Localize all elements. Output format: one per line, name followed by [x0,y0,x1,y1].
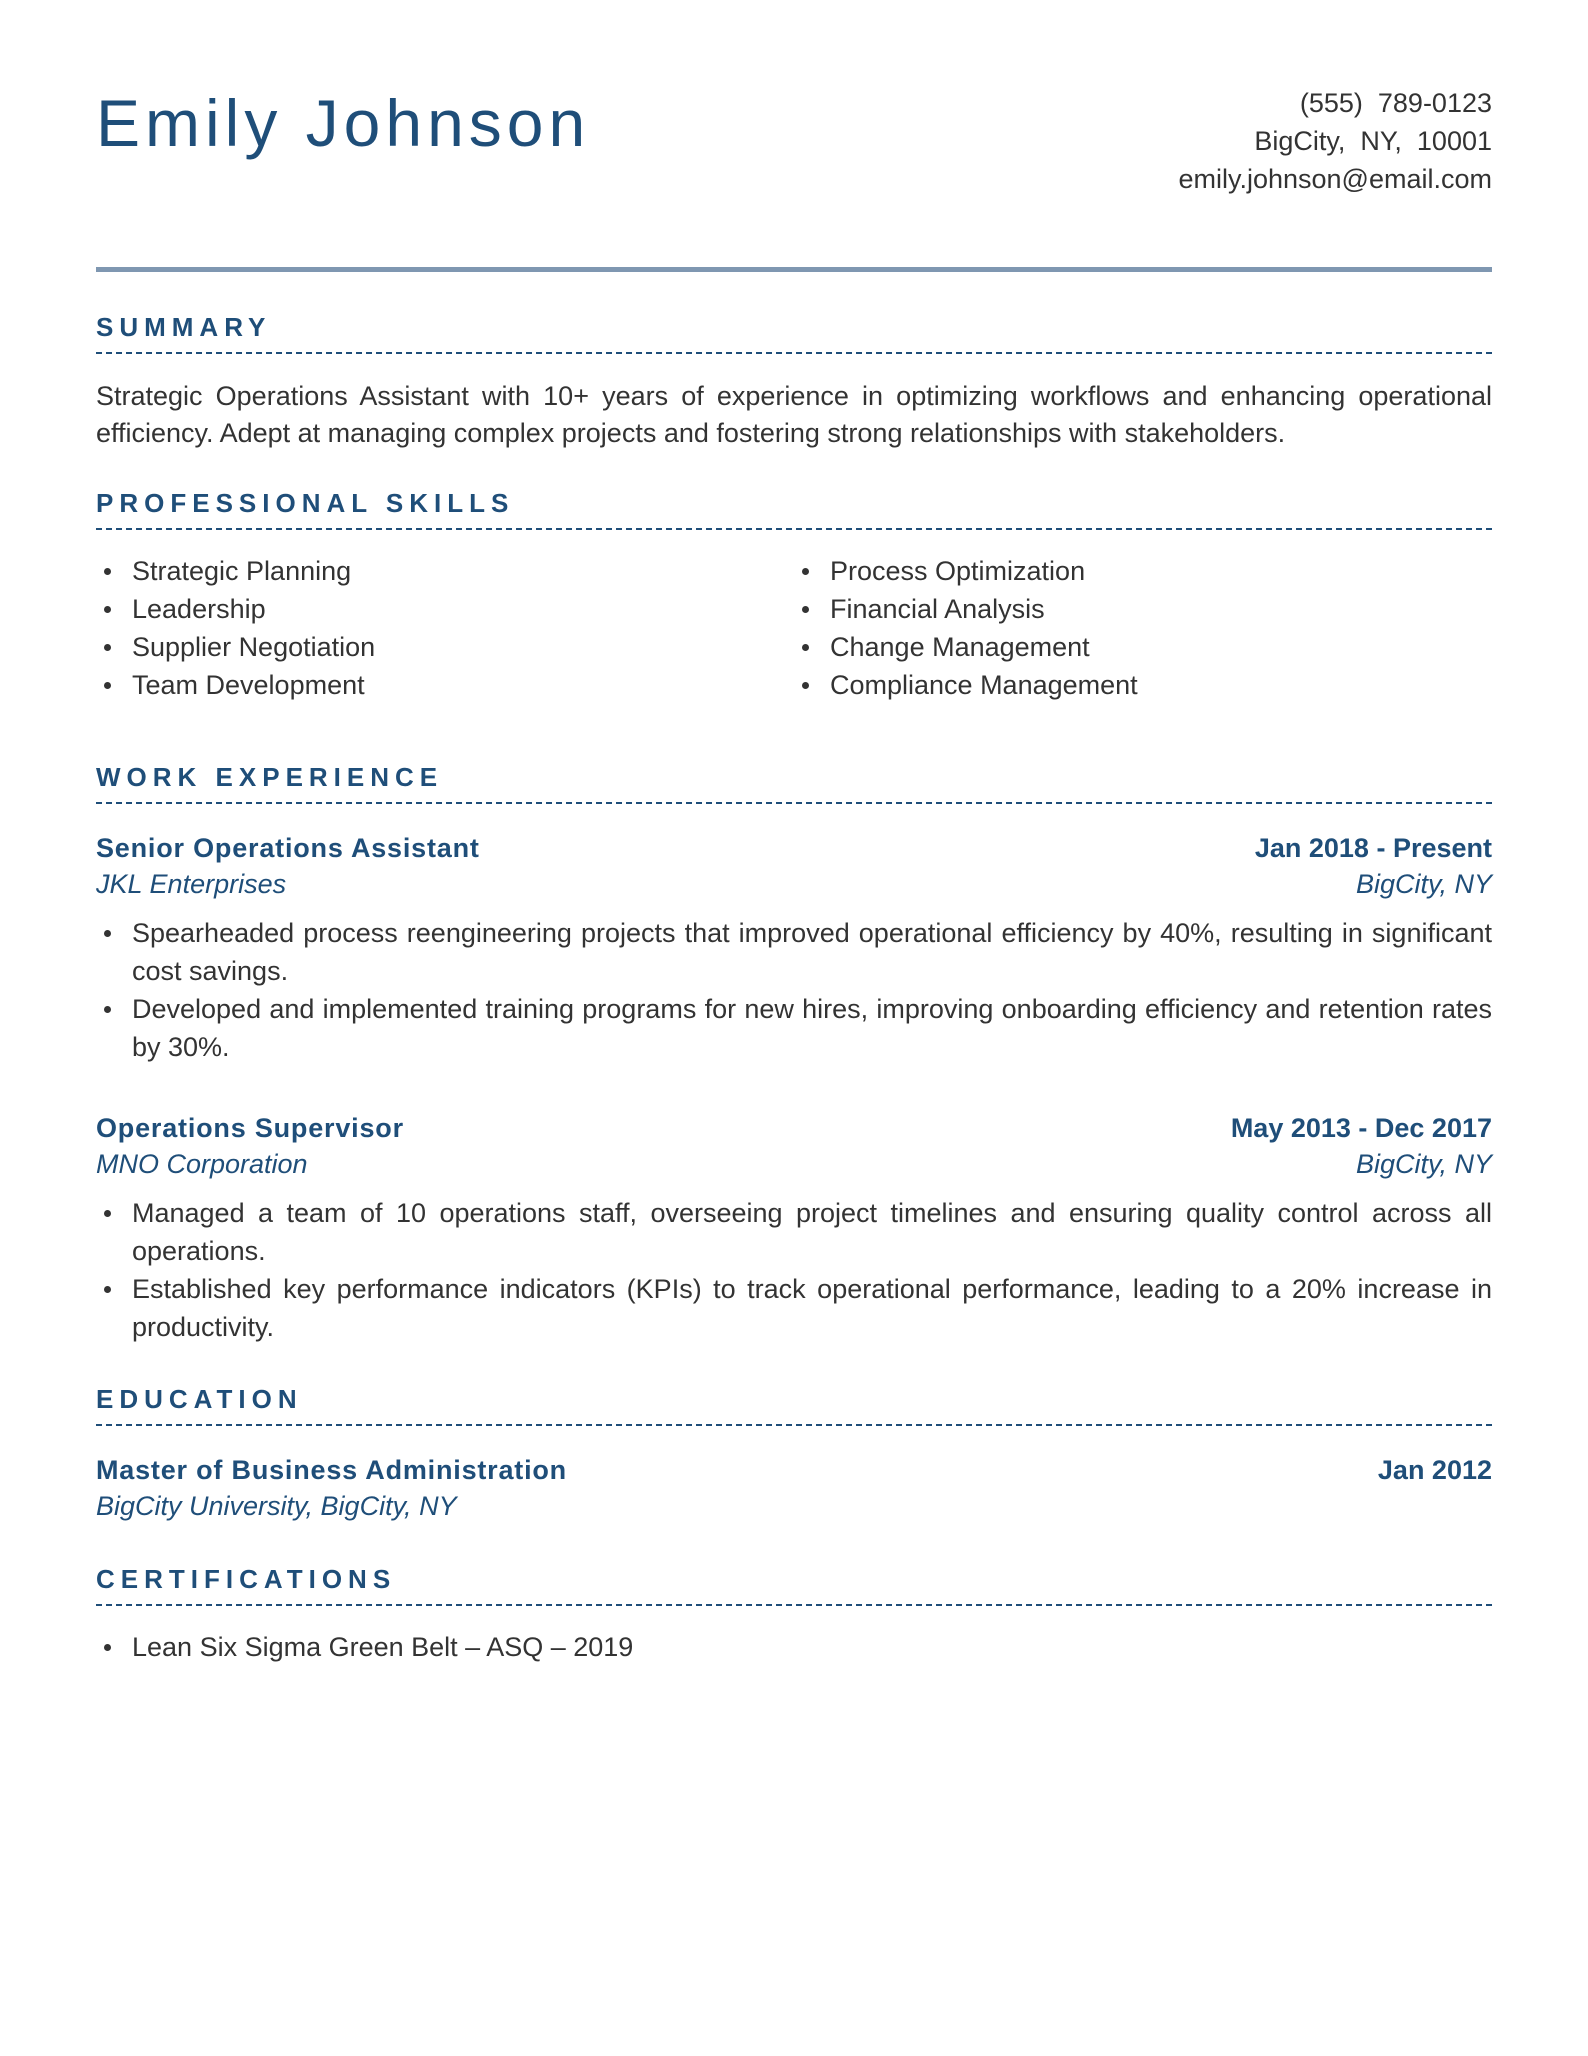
job-title: Operations Supervisor [96,1113,404,1143]
job-dates: May 2013 - Dec 2017 [1230,1113,1492,1143]
contact-email: emily.johnson@email.com [1178,164,1492,194]
job-company-row [96,1146,1492,1182]
job-bullet: Spearheaded process reengineering projects that improved operational efficiency by 40%, resulting in significant cost savings. [96,914,1492,990]
header-divider [96,267,1492,272]
certification-item: Lean Six Sigma Green Belt – ASQ – 2019 [96,1628,1492,1666]
skill-item: Leadership [96,590,794,628]
resume-header [96,0,1492,268]
contact-block [1178,84,1492,198]
certification-list [96,1628,1492,1666]
job-title: Senior Operations Assistant [96,833,480,863]
degree-title: Master of Business Administration [96,1455,567,1485]
experience-heading: WORK EXPERIENCE [96,762,1492,804]
education-school-row [96,1488,1492,1524]
skill-item: Team Development [96,666,794,704]
job-bullet: Managed a team of 10 operations staff, overseeing project timelines and ensuring quality control across all operations. [96,1194,1492,1270]
skills-column-left [96,552,794,704]
degree-date: Jan 2012 [1377,1455,1492,1485]
experience-section [96,762,1492,1346]
school-name: BigCity University, BigCity, NY [96,1491,457,1521]
job-company: MNO Corporation [96,1149,308,1179]
job-bullet: Established key performance indicators (KPIs) to track operational performance, leading to a 20% increase in productivity. [96,1270,1492,1346]
education-entry [96,1452,1492,1524]
skill-item: Change Management [794,628,1492,666]
skill-item: Strategic Planning [96,552,794,590]
contact-location: BigCity, NY, 10001 [1254,126,1492,156]
job-company: JKL Enterprises [96,869,287,899]
skills-grid [96,552,1492,704]
certifications-section [96,1564,1492,1666]
job-entry [96,830,1492,1066]
job-dates: Jan 2018 - Present [1254,833,1492,863]
education-heading: EDUCATION [96,1384,1492,1426]
job-bullet: Developed and implemented training programs for new hires, improving onboarding efficiency and retention rates by 30%. [96,990,1492,1066]
education-title-row [96,1452,1492,1488]
skill-item: Supplier Negotiation [96,628,794,666]
skill-item: Process Optimization [794,552,1492,590]
skill-item: Compliance Management [794,666,1492,704]
job-bullets [96,1194,1492,1346]
summary-heading: SUMMARY [96,312,1492,354]
summary-section [96,312,1492,452]
job-location: BigCity, NY [1355,869,1492,899]
education-section [96,1384,1492,1524]
contact-phone: (555) 789-0123 [1299,88,1492,118]
job-entry [96,1110,1492,1346]
job-bullets [96,914,1492,1066]
skill-item: Financial Analysis [794,590,1492,628]
skills-column-right [794,552,1492,704]
summary-text: Strategic Operations Assistant with 10+ years of experience in optimizing workflows and enhancing operational efficiency. Adept at managing complex projects and fostering strong relationships with stakeholders. [96,381,1492,448]
certifications-heading: CERTIFICATIONS [96,1564,1492,1606]
candidate-name: Emily Johnson [96,86,591,160]
job-location: BigCity, NY [1355,1149,1492,1179]
skills-heading: PROFESSIONAL SKILLS [96,488,1492,530]
job-company-row [96,866,1492,902]
skills-section [96,488,1492,704]
job-title-row [96,830,1492,866]
job-title-row [96,1110,1492,1146]
